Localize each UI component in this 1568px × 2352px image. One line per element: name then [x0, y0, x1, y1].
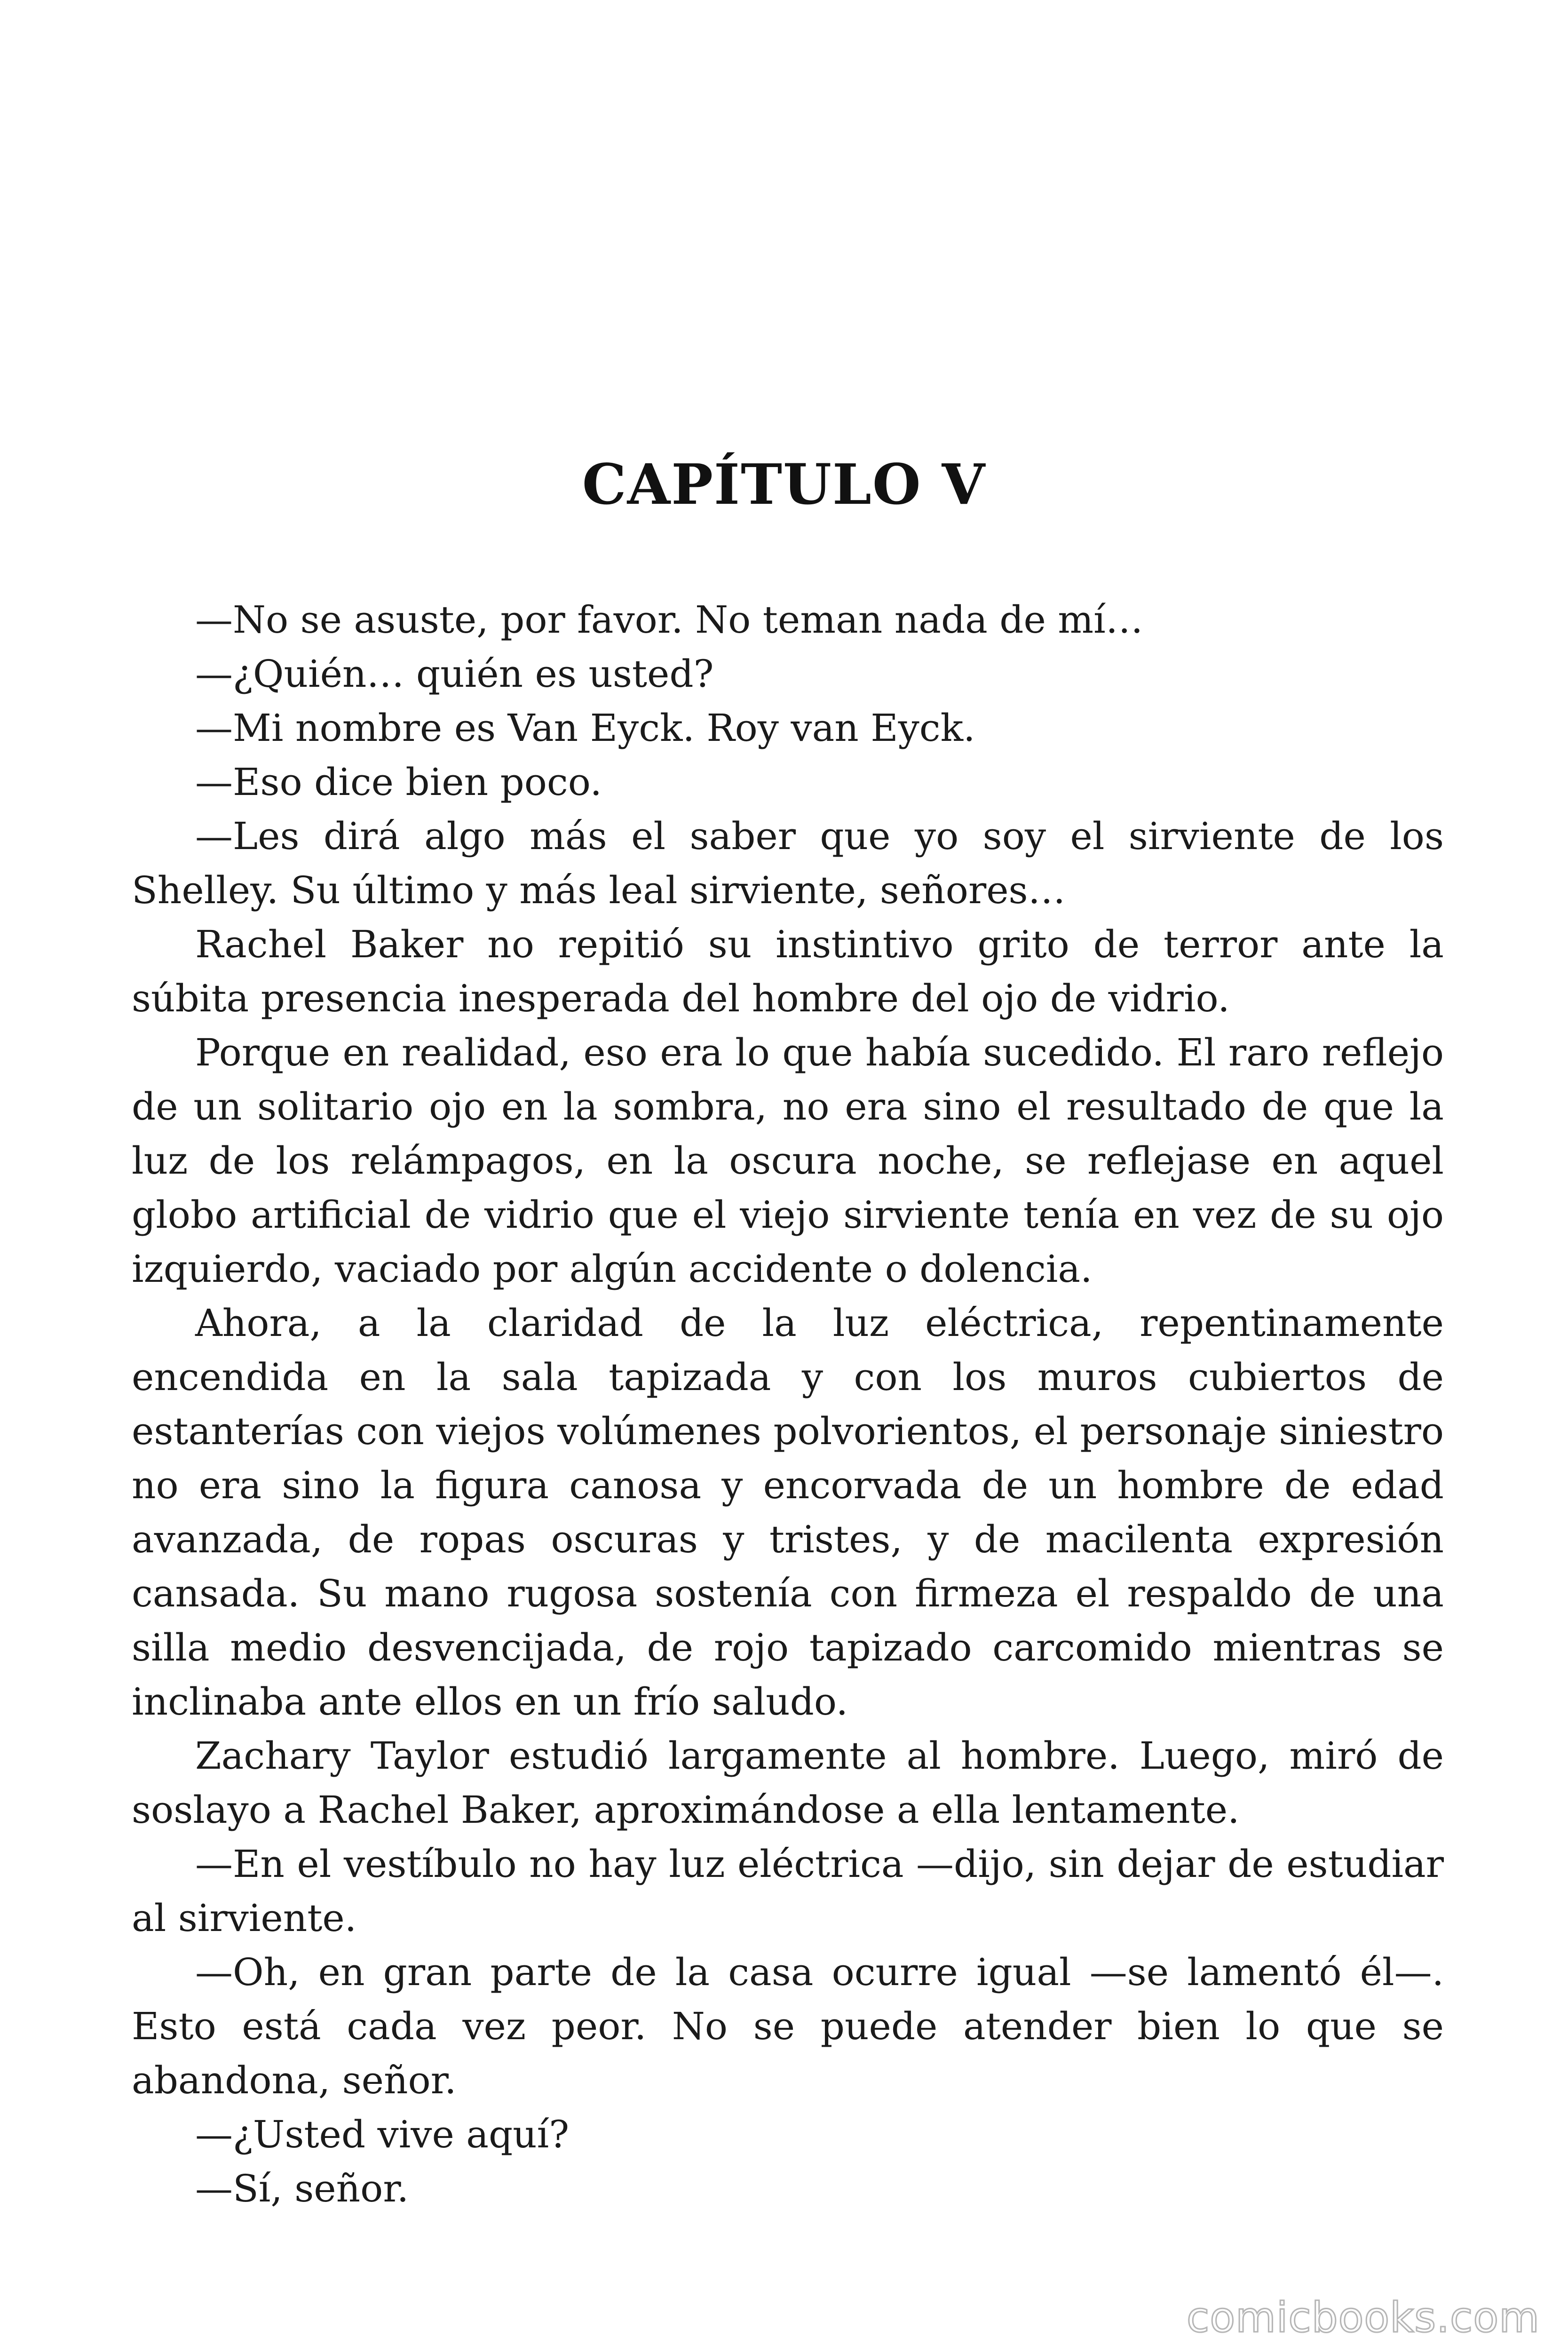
paragraph: Rachel Baker no repitió su instintivo grito de terror ante la súbita presencia inesperada del hombre del ojo de vidrio. — [132, 922, 1444, 1020]
paragraph: —¿Quién… quién es usted? — [195, 652, 714, 696]
paragraph: —Les dirá algo más el saber que yo soy el sirviente de los Shelley. Su último y más leal sirviente, señores… — [132, 814, 1444, 912]
paragraph: —Eso dice bien poco. — [195, 760, 602, 804]
paragraph: —No se asuste, por favor. No teman nada de mí… — [195, 598, 1143, 642]
paragraph: Ahora, a la claridad de la luz eléctrica, repentinamente encendida en la sala tapizada y con los muros cubiertos de estanterías con viejos volúmenes polvorientos, el personaje siniestro no era sino la figura canosa y encorvada de un hombre de edad avanzada, de ropas oscuras y tristes, y de macilenta expresión cansada. Su mano rugosa sostenía con firmeza el respaldo de una silla medio desvencijada, de rojo tapizado carcomido mientras se inclinaba ante ellos en un frío saludo. — [132, 1301, 1444, 1724]
paragraph: Porque en realidad, eso era lo que había sucedido. El raro reflejo de un solitario ojo en la sombra, no era sino el resultado de que la luz de los relámpagos, en la oscura noche, se reflejase en aquel globo artificial de vidrio que el viejo sirviente tenía en vez de su ojo izquierdo, vaciado por algún accidente o dolencia. — [132, 1031, 1444, 1291]
chapter-title: CAPÍTULO V — [582, 452, 986, 517]
watermark: comicbooks.com — [1186, 2293, 1540, 2342]
chapter-body — [132, 593, 1444, 2216]
paragraph: —Sí, señor. — [195, 2167, 409, 2210]
paragraph: Zachary Taylor estudió largamente al hombre. Luego, miró de soslayo a Rachel Baker, aproximándose a ella lentamente. — [132, 1734, 1444, 1832]
paragraph: —Mi nombre es Van Eyck. Roy van Eyck. — [195, 706, 975, 750]
paragraph: —¿Usted vive aquí? — [195, 2113, 570, 2156]
paragraph: —En el vestíbulo no hay luz eléctrica —dijo, sin dejar de estudiar al sirviente. — [132, 1842, 1444, 1940]
paragraph: —Oh, en gran parte de la casa ocurre igual —se lamentó él—. Esto está cada vez peor. No se puede atender bien lo que se abandona, señor. — [132, 1950, 1444, 2102]
